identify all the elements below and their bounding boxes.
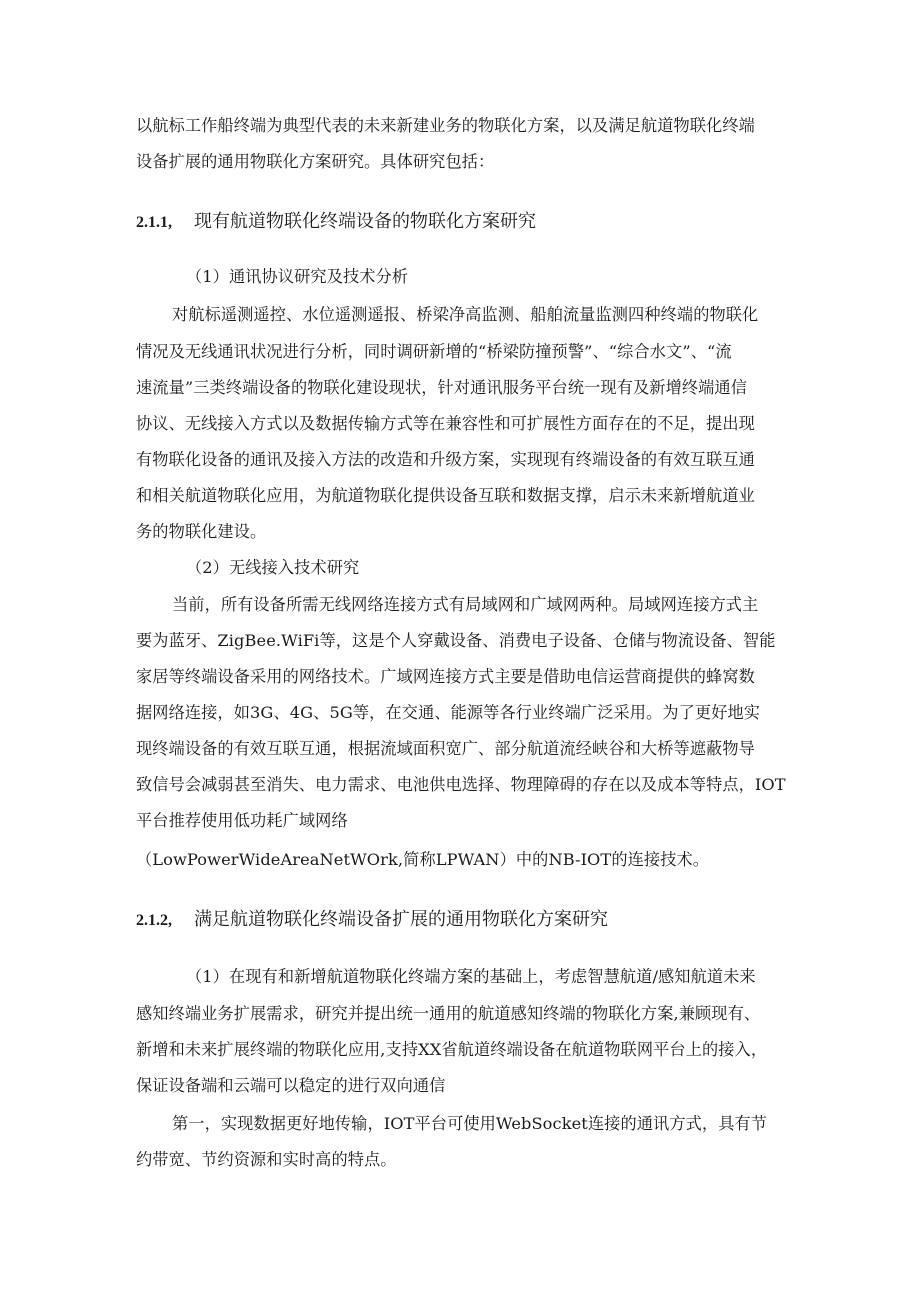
paragraph-line: 速流量”三类终端设备的物联化建设现状，针对通讯服务平台统一现有及新增终端通信 bbox=[136, 378, 748, 397]
paragraph-line: 感知终端业务扩展需求，研究并提出统一通用的航道感知终端的物联化方案,兼顾现有、 bbox=[136, 1004, 761, 1023]
paragraph-line: 协议、无线接入方式以及数据传输方式等在兼容性和可扩展性方面存在的不足，提出现 bbox=[136, 414, 755, 433]
intro-line-1: 以航标工作船终端为典型代表的未来新建业务的物联化方案，以及满足航道物联化终端 bbox=[136, 116, 755, 135]
intro-line-2: 设备扩展的通用物联化方案研究。具体研究包括： bbox=[136, 152, 495, 171]
paragraph-line: 家居等终端设备采用的网络技术。广域网连接方式主要是借助电信运营商提供的蜂窝数 bbox=[136, 667, 755, 686]
paragraph-line: （LowPowerWideAreaNetWOrk,简称LPWAN）中的NB-IOT的连接技术。 bbox=[136, 850, 710, 869]
paragraph-line: 平台推荐使用低功耗广域网络 bbox=[136, 811, 348, 830]
section-heading-2-1-2 bbox=[136, 908, 608, 933]
paragraph-line: 据网络连接，如3G、4G、5G等，在交通、能源等各行业终端广泛采用。为了更好地实 bbox=[136, 703, 761, 722]
paragraph-line: 情况及无线通讯状况进行分析，同时调研新增的“桥梁防撞预警”、“综合水文”、“流 bbox=[136, 342, 732, 361]
paragraph-line: 要为蓝牙、ZigBee.WiFi等，这是个人穿戴设备、消费电子设备、仓储与物流设备、智能 bbox=[136, 631, 776, 650]
paragraph-line: 新增和未来扩展终端的物联化应用,支持XX省航道终端设备在航道物联网平台上的接入， bbox=[136, 1040, 768, 1059]
paragraph-line: 对航标遥测遥控、水位遥测遥报、桥梁净高监测、船舶流量监测四种终端的物联化 bbox=[172, 305, 759, 324]
paragraph-line: 保证设备端和云端可以稳定的进行双向通信 bbox=[136, 1076, 446, 1095]
section-title: 现有航道物联化终端设备的物联化方案研究 bbox=[194, 211, 536, 232]
section-title: 满足航道物联化终端设备扩展的通用物联化方案研究 bbox=[194, 909, 608, 930]
paragraph-line: 务的物联化建设。 bbox=[136, 522, 267, 541]
paragraph-line: 第一，实现数据更好地传输，IOT平台可使用WebSocket连接的通讯方式，具有节 bbox=[172, 1114, 768, 1133]
subheading-protocol-research: （1）通讯协议研究及技术分析 bbox=[186, 267, 409, 286]
paragraph-line: 致信号会减弱甚至消失、电力需求、电池供电选择、物理障碍的存在以及成本等特点，IOT bbox=[136, 775, 786, 794]
paragraph-line: （1）在现有和新增航道物联化终端方案的基础上，考虑智慧航道/感知航道未来 bbox=[186, 967, 756, 986]
paragraph-line: 和相关航道物联化应用，为航道物联化提供设备互联和数据支撑，启示未来新增航道业 bbox=[136, 486, 755, 505]
paragraph-line: 有物联化设备的通讯及接入方法的改造和升级方案，实现现有终端设备的有效互联互通 bbox=[136, 450, 755, 469]
subheading-wireless-access: （2）无线接入技术研究 bbox=[186, 558, 360, 577]
section-number: 2.1.2, bbox=[136, 912, 172, 929]
paragraph-line: 现终端设备的有效互联互通，根据流域面积宽广、部分航道流经峡谷和大桥等遮蔽物导 bbox=[136, 739, 755, 758]
section-number: 2.1.1, bbox=[136, 214, 172, 231]
paragraph-line: 约带宽、节约资源和实时高的特点。 bbox=[136, 1150, 397, 1169]
paragraph-line: 当前，所有设备所需无线网络连接方式有局域网和广域网两种。局域网连接方式主 bbox=[172, 595, 759, 614]
section-heading-2-1-1 bbox=[136, 210, 536, 235]
